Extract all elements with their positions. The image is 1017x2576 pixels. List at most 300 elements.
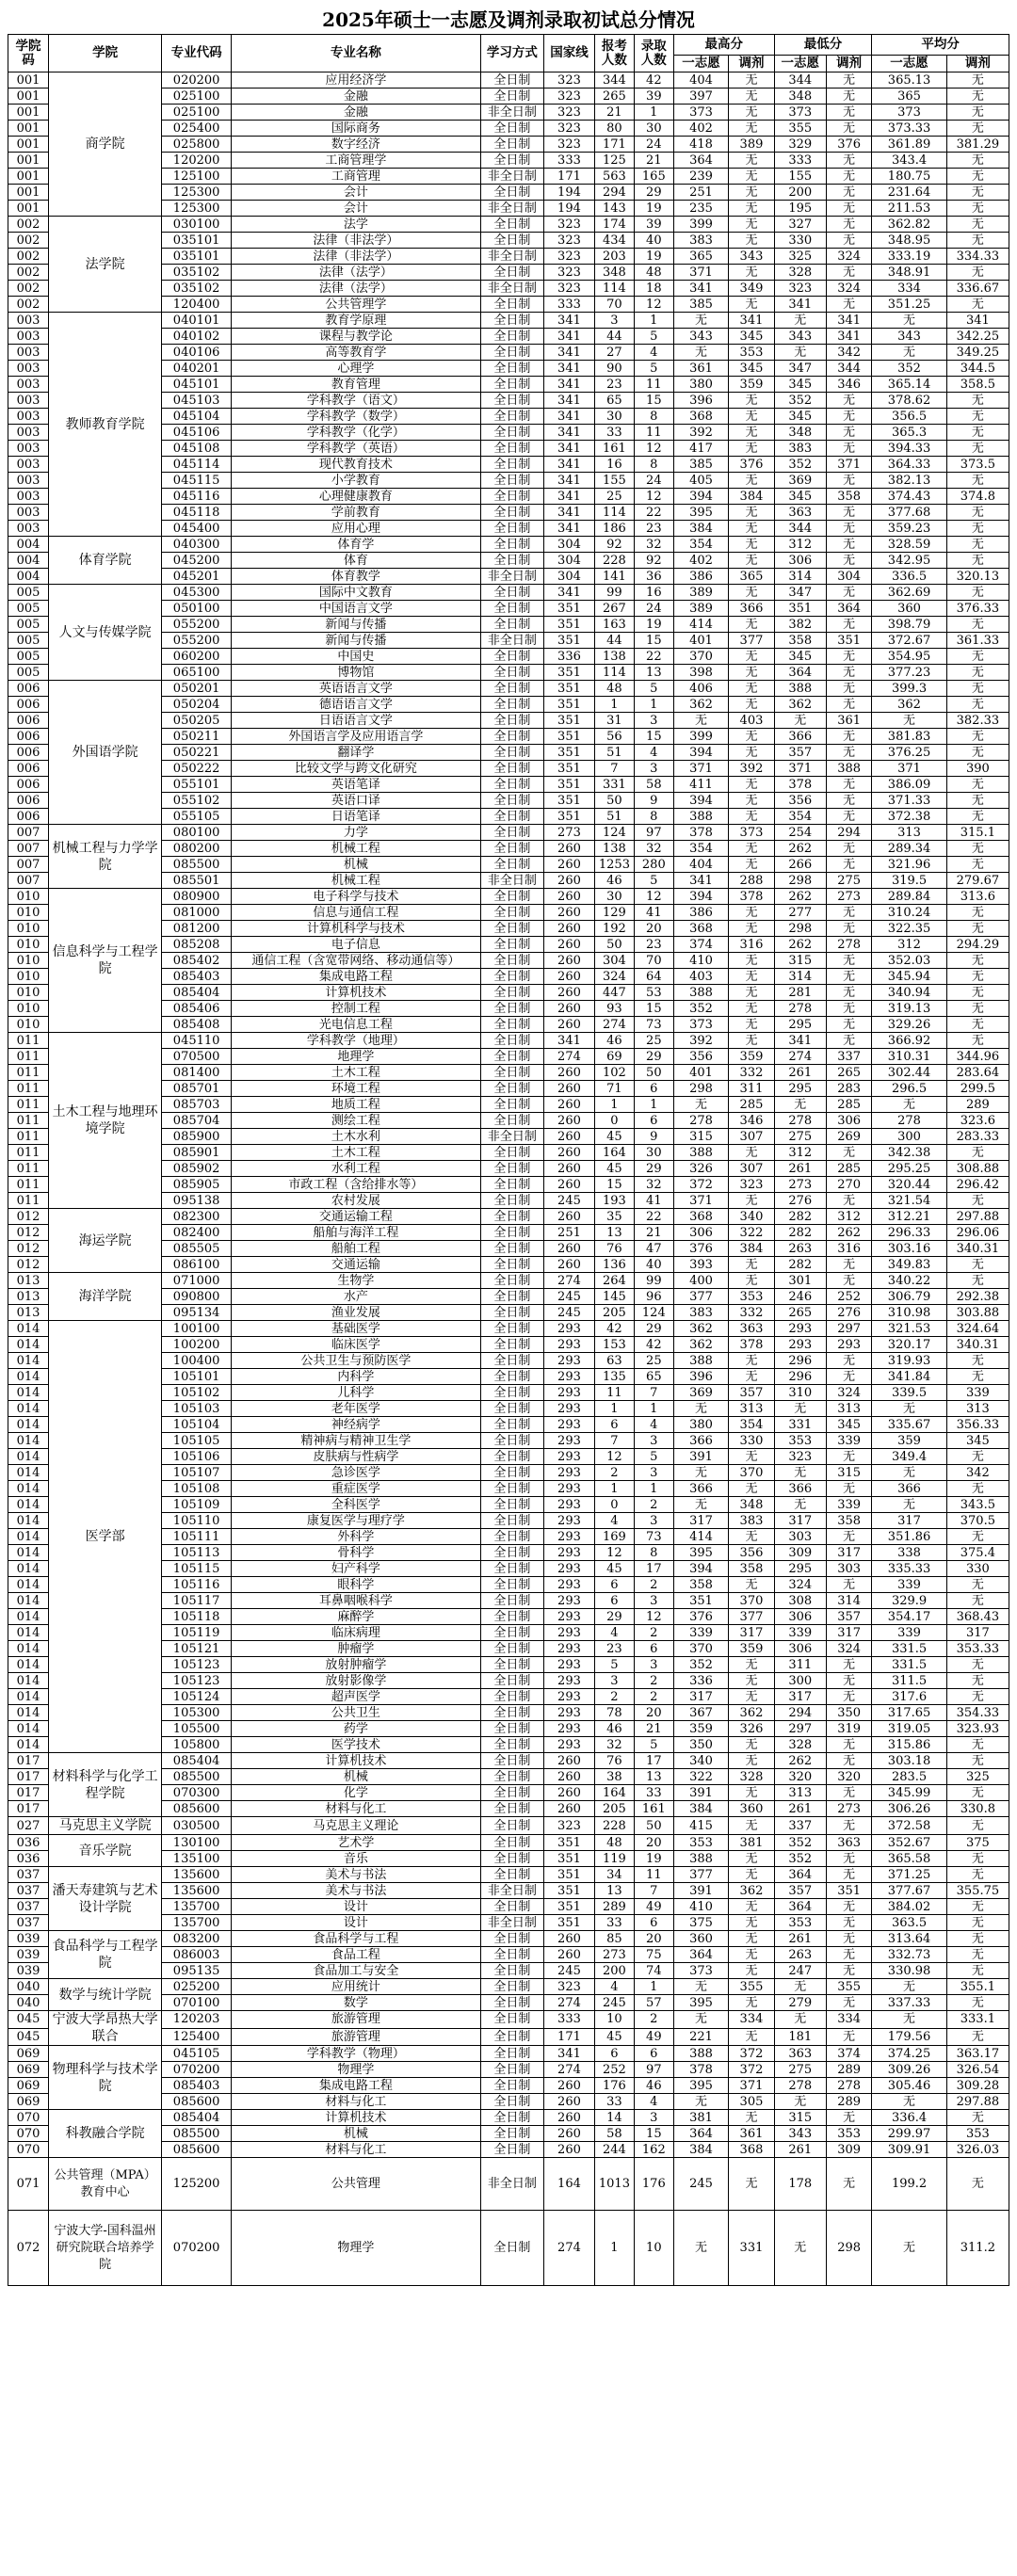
major-code-cell: 080900	[162, 889, 232, 905]
applicants-cell: 32	[594, 1737, 634, 1753]
avg-first-cell: 321.53	[872, 1321, 946, 1337]
dept-name-cell: 商学院	[49, 72, 162, 217]
applicants-cell: 274	[594, 1017, 634, 1033]
max-adjust-cell: 无	[729, 1899, 775, 1915]
applicants-cell: 125	[594, 153, 634, 169]
national-line-cell: 351	[543, 1867, 594, 1883]
major-code-cell: 082300	[162, 1209, 232, 1225]
study-mode-cell: 全日制	[480, 1817, 543, 1835]
min-first-cell: 无	[774, 713, 826, 729]
dept-name-cell: 数学与统计学院	[49, 1979, 162, 2011]
avg-first-cell: 373.33	[872, 121, 946, 137]
admitted-cell: 4	[634, 345, 673, 361]
major-name-cell: 医学技术	[232, 1737, 481, 1753]
major-name-cell: 物理学	[232, 2211, 481, 2286]
national-line-cell: 293	[543, 1417, 594, 1433]
avg-adjust-cell: 343.5	[946, 1497, 1009, 1513]
min-adjust-cell: 无	[826, 921, 872, 937]
national-line-cell: 274	[543, 1049, 594, 1065]
major-name-cell: 工商管理学	[232, 153, 481, 169]
min-adjust-cell: 265	[826, 1065, 872, 1081]
major-name-cell: 金融	[232, 89, 481, 105]
national-line-cell: 274	[543, 2062, 594, 2078]
admitted-cell: 40	[634, 233, 673, 249]
national-line-cell: 333	[543, 2011, 594, 2029]
header-max: 最高分	[673, 35, 774, 56]
avg-first-cell: 365.58	[872, 1851, 946, 1867]
max-adjust-cell: 无	[729, 72, 775, 89]
major-code-cell: 083200	[162, 1931, 232, 1947]
avg-adjust-cell: 311.2	[946, 2211, 1009, 2286]
major-name-cell: 放射影像学	[232, 1673, 481, 1689]
study-mode-cell: 全日制	[480, 1417, 543, 1433]
major-name-cell: 心理健康教育	[232, 489, 481, 505]
national-line-cell: 293	[543, 1593, 594, 1609]
study-mode-cell: 全日制	[480, 1065, 543, 1081]
dept-code-cell: 010	[8, 1001, 49, 1017]
min-first-cell: 178	[774, 2158, 826, 2211]
avg-first-cell: 352.67	[872, 1835, 946, 1851]
major-code-cell: 125300	[162, 185, 232, 201]
major-name-cell: 美术与书法	[232, 1867, 481, 1883]
dept-code-cell: 006	[8, 793, 49, 809]
min-first-cell: 281	[774, 985, 826, 1001]
study-mode-cell: 全日制	[480, 1657, 543, 1673]
max-first-cell: 391	[673, 1785, 728, 1801]
national-line-cell: 293	[543, 1737, 594, 1753]
major-code-cell: 040300	[162, 537, 232, 553]
avg-adjust-cell: 330.8	[946, 1801, 1009, 1817]
max-first-cell: 无	[673, 1097, 728, 1113]
min-first-cell: 295	[774, 1017, 826, 1033]
min-first-cell: 261	[774, 1161, 826, 1177]
min-first-cell: 298	[774, 873, 826, 889]
avg-first-cell: 336.5	[872, 569, 946, 585]
admitted-cell: 5	[634, 1449, 673, 1465]
study-mode-cell: 全日制	[480, 361, 543, 377]
min-adjust-cell: 273	[826, 889, 872, 905]
national-line-cell: 293	[543, 1401, 594, 1417]
dept-name-cell: 宁波大学-国科温州研究院联合培养学院	[49, 2211, 162, 2286]
max-adjust-cell: 316	[729, 937, 775, 953]
major-code-cell: 135600	[162, 1867, 232, 1883]
min-adjust-cell: 262	[826, 1225, 872, 1241]
admitted-cell: 24	[634, 601, 673, 617]
max-adjust-cell: 无	[729, 1449, 775, 1465]
study-mode-cell: 全日制	[480, 233, 543, 249]
max-adjust-cell: 无	[729, 1947, 775, 1963]
major-code-cell: 105110	[162, 1513, 232, 1529]
avg-adjust-cell: 无	[946, 553, 1009, 569]
avg-adjust-cell: 313	[946, 1401, 1009, 1417]
max-adjust-cell: 无	[729, 441, 775, 457]
max-first-cell: 367	[673, 1705, 728, 1721]
max-adjust-cell: 无	[729, 1673, 775, 1689]
min-first-cell: 348	[774, 89, 826, 105]
avg-adjust-cell: 326.54	[946, 2062, 1009, 2078]
header-min: 最低分	[774, 35, 872, 56]
admitted-cell: 161	[634, 1801, 673, 1817]
major-name-cell: 骨科学	[232, 1545, 481, 1561]
major-name-cell: 英语语言文学	[232, 681, 481, 697]
applicants-cell: 192	[594, 921, 634, 937]
avg-adjust-cell: 无	[946, 1785, 1009, 1801]
avg-first-cell: 296.33	[872, 1225, 946, 1241]
dept-code-cell: 014	[8, 1385, 49, 1401]
dept-code-cell: 014	[8, 1561, 49, 1577]
admitted-cell: 20	[634, 1835, 673, 1851]
max-first-cell: 398	[673, 665, 728, 681]
dept-name-cell: 机械工程与力学学院	[49, 825, 162, 889]
admitted-cell: 5	[634, 681, 673, 697]
max-first-cell: 388	[673, 809, 728, 825]
national-line-cell: 260	[543, 1161, 594, 1177]
admitted-cell: 1	[634, 105, 673, 121]
min-first-cell: 296	[774, 1353, 826, 1369]
dept-code-cell: 017	[8, 1753, 49, 1769]
dept-code-cell: 014	[8, 1625, 49, 1641]
min-first-cell: 352	[774, 1851, 826, 1867]
national-line-cell: 260	[543, 1947, 594, 1963]
national-line-cell: 251	[543, 1225, 594, 1241]
major-name-cell: 会计	[232, 201, 481, 217]
min-adjust-cell: 357	[826, 1609, 872, 1625]
min-adjust-cell: 无	[826, 2028, 872, 2046]
major-code-cell: 100200	[162, 1337, 232, 1353]
avg-first-cell: 373	[872, 105, 946, 121]
header-max-first: 一志愿	[673, 56, 728, 72]
avg-adjust-cell: 375	[946, 1835, 1009, 1851]
min-adjust-cell: 无	[826, 473, 872, 489]
study-mode-cell: 全日制	[480, 2078, 543, 2094]
major-code-cell: 045201	[162, 569, 232, 585]
avg-adjust-cell: 无	[946, 1145, 1009, 1161]
major-code-cell: 045103	[162, 393, 232, 409]
min-adjust-cell: 324	[826, 1641, 872, 1657]
applicants-cell: 99	[594, 585, 634, 601]
max-first-cell: 371	[673, 265, 728, 281]
max-first-cell: 374	[673, 937, 728, 953]
avg-adjust-cell: 无	[946, 1673, 1009, 1689]
max-adjust-cell: 无	[729, 521, 775, 537]
avg-adjust-cell: 无	[946, 1449, 1009, 1465]
avg-adjust-cell: 无	[946, 681, 1009, 697]
dept-code-cell: 005	[8, 665, 49, 681]
dept-code-cell: 003	[8, 345, 49, 361]
major-code-cell: 105103	[162, 1401, 232, 1417]
admitted-cell: 10	[634, 2211, 673, 2286]
avg-adjust-cell: 344.5	[946, 361, 1009, 377]
avg-first-cell: 335.33	[872, 1561, 946, 1577]
applicants-cell: 2	[594, 1465, 634, 1481]
admitted-cell: 16	[634, 585, 673, 601]
major-name-cell: 地质工程	[232, 1097, 481, 1113]
applicants-cell: 102	[594, 1065, 634, 1081]
dept-code-cell: 003	[8, 329, 49, 345]
major-code-cell: 025200	[162, 1979, 232, 1995]
national-line-cell: 260	[543, 1129, 594, 1145]
dept-code-cell: 014	[8, 1321, 49, 1337]
min-adjust-cell: 297	[826, 1321, 872, 1337]
applicants-cell: 33	[594, 1915, 634, 1931]
avg-adjust-cell: 无	[946, 1257, 1009, 1273]
avg-adjust-cell: 无	[946, 777, 1009, 793]
avg-adjust-cell: 325	[946, 1769, 1009, 1785]
max-first-cell: 306	[673, 1225, 728, 1241]
major-name-cell: 高等教育学	[232, 345, 481, 361]
max-first-cell: 无	[673, 313, 728, 329]
national-line-cell: 293	[543, 1641, 594, 1657]
major-code-cell: 085501	[162, 873, 232, 889]
major-code-cell: 085701	[162, 1081, 232, 1097]
study-mode-cell: 全日制	[480, 889, 543, 905]
avg-adjust-cell: 355.75	[946, 1883, 1009, 1899]
max-first-cell: 400	[673, 1273, 728, 1289]
major-code-cell: 040101	[162, 313, 232, 329]
admitted-cell: 22	[634, 1209, 673, 1225]
dept-code-cell: 003	[8, 393, 49, 409]
applicants-cell: 135	[594, 1369, 634, 1385]
applicants-cell: 45	[594, 1161, 634, 1177]
max-first-cell: 无	[673, 713, 728, 729]
max-adjust-cell: 332	[729, 1305, 775, 1321]
avg-first-cell: 386.09	[872, 777, 946, 793]
max-adjust-cell: 343	[729, 249, 775, 265]
avg-adjust-cell: 无	[946, 169, 1009, 185]
table-row	[8, 1979, 1009, 1995]
min-adjust-cell: 无	[826, 1145, 872, 1161]
avg-adjust-cell: 无	[946, 72, 1009, 89]
max-adjust-cell: 378	[729, 1337, 775, 1353]
national-line-cell: 351	[543, 697, 594, 713]
min-first-cell: 261	[774, 1801, 826, 1817]
min-first-cell: 356	[774, 793, 826, 809]
applicants-cell: 1	[594, 1481, 634, 1497]
national-line-cell: 260	[543, 2110, 594, 2126]
header-min-first: 一志愿	[774, 56, 826, 72]
max-first-cell: 402	[673, 121, 728, 137]
national-line-cell: 351	[543, 681, 594, 697]
major-name-cell: 旅游管理	[232, 2028, 481, 2046]
major-name-cell: 材料与化工	[232, 2142, 481, 2158]
study-mode-cell: 全日制	[480, 1641, 543, 1657]
avg-adjust-cell: 340.31	[946, 1241, 1009, 1257]
major-name-cell: 生物学	[232, 1273, 481, 1289]
applicants-cell: 114	[594, 281, 634, 297]
max-first-cell: 235	[673, 201, 728, 217]
table-row	[8, 2158, 1009, 2211]
dept-code-cell: 002	[8, 233, 49, 249]
avg-adjust-cell: 334.33	[946, 249, 1009, 265]
dept-code-cell: 027	[8, 1817, 49, 1835]
major-code-cell: 085404	[162, 2110, 232, 2126]
dept-code-cell: 036	[8, 1835, 49, 1851]
avg-first-cell: 341.84	[872, 1369, 946, 1385]
major-name-cell: 内科学	[232, 1369, 481, 1385]
avg-adjust-cell: 无	[946, 1529, 1009, 1545]
avg-first-cell: 345.94	[872, 969, 946, 985]
max-adjust-cell: 376	[729, 457, 775, 473]
avg-first-cell: 283.5	[872, 1769, 946, 1785]
admitted-cell: 1	[634, 1097, 673, 1113]
applicants-cell: 27	[594, 345, 634, 361]
min-first-cell: 无	[774, 1401, 826, 1417]
dept-code-cell: 014	[8, 1641, 49, 1657]
dept-code-cell: 069	[8, 2094, 49, 2110]
applicants-cell: 35	[594, 1209, 634, 1225]
min-first-cell: 262	[774, 937, 826, 953]
applicants-cell: 348	[594, 265, 634, 281]
min-adjust-cell: 无	[826, 121, 872, 137]
min-adjust-cell: 无	[826, 793, 872, 809]
major-code-cell: 100400	[162, 1353, 232, 1369]
applicants-cell: 447	[594, 985, 634, 1001]
min-first-cell: 无	[774, 345, 826, 361]
applicants-cell: 228	[594, 1817, 634, 1835]
study-mode-cell: 全日制	[480, 345, 543, 361]
dept-name-cell: 音乐学院	[49, 1835, 162, 1867]
admitted-cell: 96	[634, 1289, 673, 1305]
major-name-cell: 市政工程（含给排水等）	[232, 1177, 481, 1193]
study-mode-cell: 全日制	[480, 1193, 543, 1209]
avg-adjust-cell: 283.64	[946, 1065, 1009, 1081]
major-name-cell: 食品加工与安全	[232, 1963, 481, 1979]
max-first-cell: 389	[673, 585, 728, 601]
applicants-cell: 58	[594, 2126, 634, 2142]
min-adjust-cell: 339	[826, 1433, 872, 1449]
major-name-cell: 儿科学	[232, 1385, 481, 1401]
max-first-cell: 401	[673, 1065, 728, 1081]
major-code-cell: 085404	[162, 1753, 232, 1769]
major-name-cell: 电子信息	[232, 937, 481, 953]
applicants-cell: 34	[594, 1867, 634, 1883]
min-first-cell: 383	[774, 441, 826, 457]
max-first-cell: 341	[673, 281, 728, 297]
national-line-cell: 341	[543, 457, 594, 473]
max-first-cell: 368	[673, 1209, 728, 1225]
avg-adjust-cell: 无	[946, 425, 1009, 441]
dept-code-cell: 011	[8, 1177, 49, 1193]
major-name-cell: 体育	[232, 553, 481, 569]
admitted-cell: 176	[634, 2158, 673, 2211]
max-first-cell: 384	[673, 2142, 728, 2158]
avg-adjust-cell: 无	[946, 1657, 1009, 1673]
avg-adjust-cell: 349.25	[946, 345, 1009, 361]
admitted-cell: 15	[634, 633, 673, 649]
study-mode-cell: 全日制	[480, 1097, 543, 1113]
avg-adjust-cell: 无	[946, 1753, 1009, 1769]
dept-code-cell: 001	[8, 121, 49, 137]
max-first-cell: 322	[673, 1769, 728, 1785]
applicants-cell: 51	[594, 745, 634, 761]
min-adjust-cell: 298	[826, 2211, 872, 2286]
admitted-cell: 11	[634, 377, 673, 393]
national-line-cell: 260	[543, 2094, 594, 2110]
study-mode-cell: 全日制	[480, 1273, 543, 1289]
min-adjust-cell: 342	[826, 345, 872, 361]
avg-adjust-cell: 330	[946, 1561, 1009, 1577]
admitted-cell: 46	[634, 2078, 673, 2094]
max-adjust-cell: 356	[729, 1545, 775, 1561]
min-first-cell: 310	[774, 1385, 826, 1401]
national-line-cell: 245	[543, 1289, 594, 1305]
min-first-cell: 265	[774, 1305, 826, 1321]
study-mode-cell: 非全日制	[480, 201, 543, 217]
dept-code-cell: 014	[8, 1609, 49, 1625]
min-first-cell: 343	[774, 329, 826, 345]
study-mode-cell: 全日制	[480, 1835, 543, 1851]
min-first-cell: 341	[774, 297, 826, 313]
major-name-cell: 会计	[232, 185, 481, 201]
applicants-cell: 13	[594, 1225, 634, 1241]
avg-first-cell: 211.53	[872, 201, 946, 217]
admitted-cell: 30	[634, 121, 673, 137]
avg-first-cell: 376.25	[872, 745, 946, 761]
dept-code-cell: 014	[8, 1449, 49, 1465]
avg-first-cell: 331.5	[872, 1657, 946, 1673]
major-code-cell: 020200	[162, 72, 232, 89]
major-name-cell: 应用心理	[232, 521, 481, 537]
min-first-cell: 347	[774, 361, 826, 377]
max-first-cell: 404	[673, 72, 728, 89]
max-first-cell: 378	[673, 825, 728, 841]
max-adjust-cell: 无	[729, 425, 775, 441]
avg-first-cell: 398.79	[872, 617, 946, 633]
min-adjust-cell: 304	[826, 569, 872, 585]
min-first-cell: 324	[774, 1577, 826, 1593]
dept-code-cell: 045	[8, 2011, 49, 2029]
max-first-cell: 354	[673, 537, 728, 553]
table-row	[8, 825, 1009, 841]
major-code-cell: 085402	[162, 953, 232, 969]
major-code-cell: 105116	[162, 1577, 232, 1593]
dept-code-cell: 010	[8, 953, 49, 969]
applicants-cell: 4	[594, 1513, 634, 1529]
min-first-cell: 366	[774, 729, 826, 745]
study-mode-cell: 非全日制	[480, 169, 543, 185]
avg-first-cell: 359.23	[872, 521, 946, 537]
major-name-cell: 机械工程	[232, 841, 481, 857]
max-adjust-cell: 358	[729, 1561, 775, 1577]
table-row	[8, 313, 1009, 329]
admitted-cell: 17	[634, 1561, 673, 1577]
dept-name-cell: 物理科学与技术学院	[49, 2046, 162, 2110]
min-first-cell: 278	[774, 2078, 826, 2094]
major-code-cell: 120203	[162, 2011, 232, 2029]
max-adjust-cell: 无	[729, 1033, 775, 1049]
min-adjust-cell: 无	[826, 969, 872, 985]
max-adjust-cell: 326	[729, 1721, 775, 1737]
major-name-cell: 教育管理	[232, 377, 481, 393]
major-name-cell: 交通运输	[232, 1257, 481, 1273]
min-adjust-cell: 376	[826, 137, 872, 153]
major-code-cell: 095134	[162, 1305, 232, 1321]
admitted-cell: 1	[634, 1401, 673, 1417]
dept-code-cell: 006	[8, 681, 49, 697]
study-mode-cell: 全日制	[480, 585, 543, 601]
national-line-cell: 245	[543, 1193, 594, 1209]
major-name-cell: 船舶与海洋工程	[232, 1225, 481, 1241]
major-code-cell: 050204	[162, 697, 232, 713]
min-adjust-cell: 无	[826, 745, 872, 761]
national-line-cell: 351	[543, 1915, 594, 1931]
avg-first-cell: 361.89	[872, 137, 946, 153]
admitted-cell: 1	[634, 1481, 673, 1497]
min-adjust-cell: 无	[826, 857, 872, 873]
max-adjust-cell: 362	[729, 1883, 775, 1899]
avg-adjust-cell: 无	[946, 441, 1009, 457]
avg-first-cell: 372.67	[872, 633, 946, 649]
